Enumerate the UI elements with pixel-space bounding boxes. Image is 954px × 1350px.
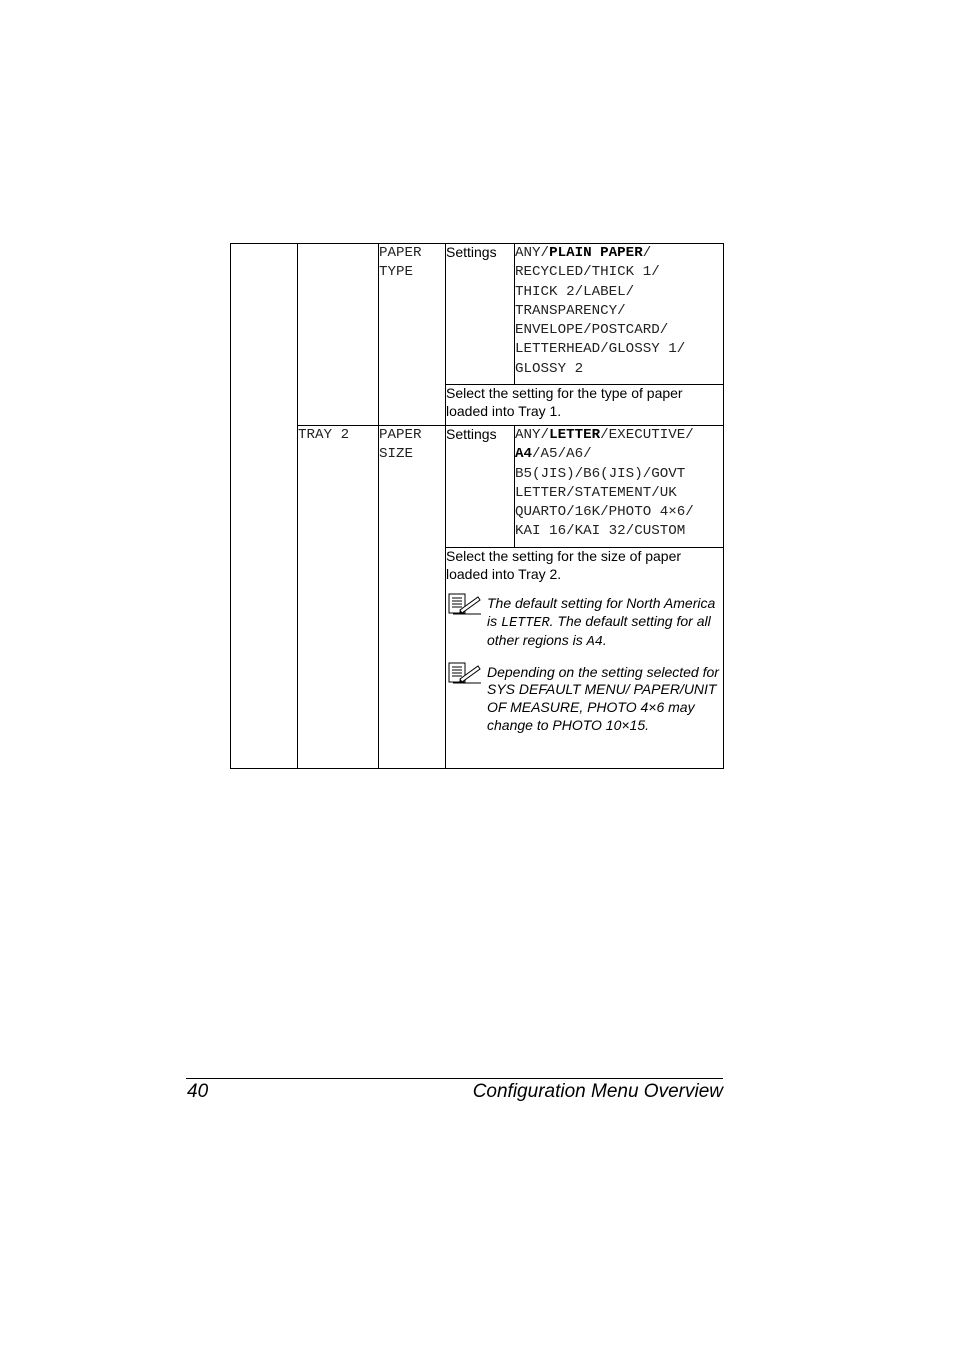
paper-type-options: ANY/PLAIN PAPER/ RECYCLED/THICK 1/ THICK 2/LABEL/ TRANSPARENCY/ ENVELOPE/POSTCARD/ LETTERHEAD/GLOSSY 1/ GLOSSY 2 xyxy=(515,244,724,385)
menu-table xyxy=(230,243,724,769)
submenu-column-empty xyxy=(298,244,379,426)
note-default-text: The default setting for North America is LETTER. The default setting for all other regions is A4. xyxy=(487,595,716,651)
settings-label: Settings xyxy=(446,244,515,385)
paper-size-description-cell xyxy=(446,548,724,769)
note-pencil-icon xyxy=(448,662,482,684)
note-photo-text: Depending on the setting selected for SYS DEFAULT MENU/ PAPER/UNIT OF MEASURE, PHOTO 4×6 may change to PHOTO 10×15. xyxy=(487,663,719,733)
default-option: LETTER xyxy=(549,427,601,443)
section-title: Configuration Menu Overview xyxy=(472,1081,723,1102)
page-number: 40 xyxy=(187,1081,209,1102)
menu-column-empty xyxy=(231,244,298,769)
submenu-tray-2: TRAY 2 xyxy=(298,426,379,769)
paper-size-description: Select the setting for the size of paper loaded into Tray 2. xyxy=(446,548,682,582)
paper-type-description: Select the setting for the type of paper loaded into Tray 1. xyxy=(446,385,724,426)
note-photo-size xyxy=(446,664,723,734)
settings-label: Settings xyxy=(446,426,515,548)
default-option: A4 xyxy=(515,446,533,463)
note-default-setting xyxy=(446,595,723,652)
default-option: PLAIN PAPER xyxy=(549,245,643,261)
item-paper-type: PAPER TYPE xyxy=(379,244,446,426)
item-paper-size: PAPER SIZE xyxy=(379,426,446,769)
footer-rule xyxy=(186,1078,723,1079)
note-pencil-icon xyxy=(448,593,482,615)
paper-size-options: ANY/LETTER/EXECUTIVE/ A4/A5/A6/ B5(JIS)/B6(JIS)/GOVT LETTER/STATEMENT/UK QUARTO/16K/PHOTO 4×6/ KAI 16/KAI 32/CUSTOM xyxy=(515,426,724,548)
